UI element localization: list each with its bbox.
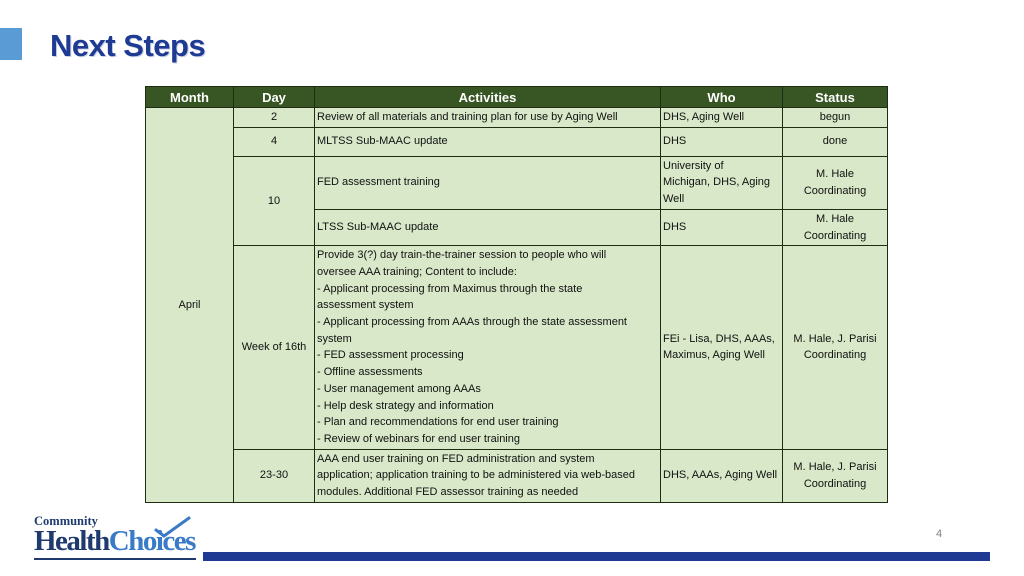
activity-cell: MLTSS Sub-MAAC update xyxy=(315,127,661,156)
table-row xyxy=(146,127,888,156)
status-cell: done xyxy=(783,127,888,156)
header-row xyxy=(146,87,888,108)
day-cell: 2 xyxy=(234,108,315,128)
who-cell: DHS, Aging Well xyxy=(661,108,783,128)
community-health-choices-logo xyxy=(34,514,196,564)
logo-underline xyxy=(34,558,196,560)
footer-bar xyxy=(203,552,990,561)
activity-cell: FED assessment training xyxy=(315,156,661,209)
activity-cell: Review of all materials and training plan for use by Aging Well xyxy=(315,108,661,128)
logo-community-text: Community xyxy=(34,514,98,528)
who-cell: DHS xyxy=(661,209,783,245)
table-row xyxy=(146,108,888,128)
day-cell: 4 xyxy=(234,127,315,156)
accent-square xyxy=(0,28,22,60)
header-day: Day xyxy=(234,87,315,108)
status-cell: M. Hale Coordinating xyxy=(783,209,888,245)
table-row xyxy=(146,449,888,502)
activity-cell: LTSS Sub-MAAC update xyxy=(315,209,661,245)
header-status: Status xyxy=(783,87,888,108)
header-activities: Activities xyxy=(315,87,661,108)
status-cell: M. Hale, J. Parisi Coordinating xyxy=(783,246,888,449)
who-cell: University of Michigan, DHS, Aging Well xyxy=(661,156,783,209)
header-month: Month xyxy=(146,87,234,108)
status-cell: begun xyxy=(783,108,888,128)
logo-health-text: Health xyxy=(34,525,109,557)
page-number: 4 xyxy=(936,528,943,540)
status-cell: M. Hale Coordinating xyxy=(783,156,888,209)
activity-cell: AAA end user training on FED administration and system application; application training to be administered via web-based modules. Additional FED assessor training as needed xyxy=(315,449,661,502)
schedule-table xyxy=(145,86,888,503)
slide-title: Next Steps xyxy=(50,28,206,63)
activity-cell: Provide 3(?) day train-the-trainer session to people who will oversee AAA training; Content to include: - Applicant processing from Maximus through the state assessment system - Applicant processing from AAAs through the state assessment system - FED assessment processing - Offline assessments - User management among AAAs - Help desk strategy and information - Plan and recommendations for end user training - Review of webinars for end user training xyxy=(315,246,661,449)
logo-choices-text: Choices xyxy=(108,525,195,557)
who-cell: FEi - Lisa, DHS, AAAs, Maximus, Aging Well xyxy=(661,246,783,449)
who-cell: DHS, AAAs, Aging Well xyxy=(661,449,783,502)
day-cell: 10 xyxy=(234,156,315,246)
checkmark-icon xyxy=(152,516,192,538)
day-cell: Week of 16th xyxy=(234,246,315,449)
day-cell: 23-30 xyxy=(234,449,315,502)
month-cell: April xyxy=(146,108,234,503)
table-row xyxy=(146,156,888,209)
status-cell: M. Hale, J. Parisi Coordinating xyxy=(783,449,888,502)
table-row xyxy=(146,246,888,449)
header-who: Who xyxy=(661,87,783,108)
who-cell: DHS xyxy=(661,127,783,156)
